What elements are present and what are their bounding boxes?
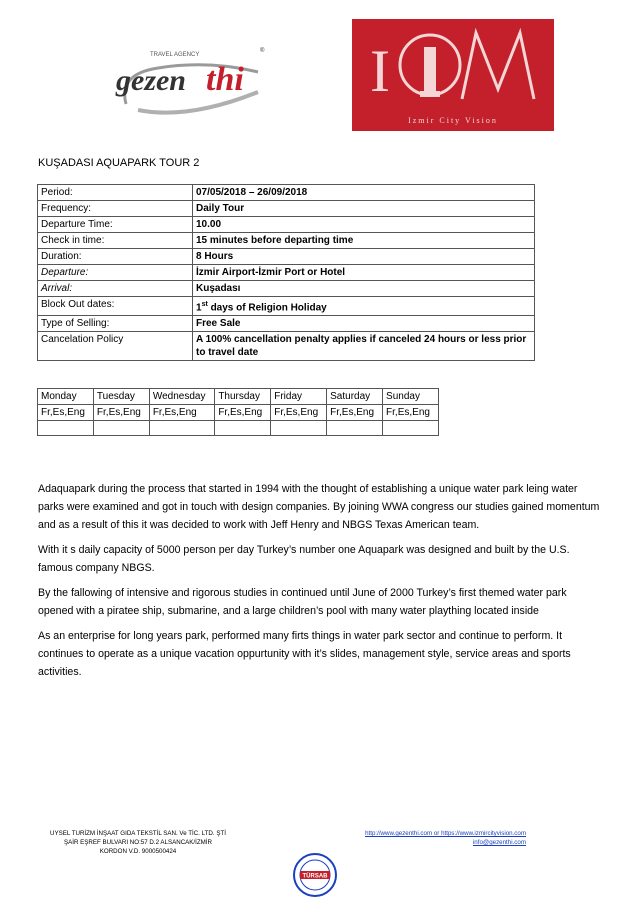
badge-label: TÜRSAB <box>302 873 328 880</box>
empty-cell <box>93 421 149 436</box>
table-row <box>38 201 535 217</box>
company-tax: KORDON V.D. 9000500424 <box>99 848 177 855</box>
table-row <box>38 389 439 405</box>
svg-text:TRAVEL AGENCY: TRAVEL AGENCY <box>150 52 200 58</box>
row-label: Check in time: <box>38 233 193 249</box>
table-row <box>38 332 535 361</box>
row-label: Arrival: <box>38 281 193 297</box>
izmir-city-vision-logo <box>352 19 554 131</box>
paragraph-history: Adaquapark during the process that started in 1994 with the thought of establishing a unique water park leing water parks were examined and got in touch with design companies. By joining WWA congress our studies gained momentum and as a result of this it was decided to work with Jeff Henry and NBGS Texas American team. <box>38 483 600 531</box>
partner-name: Izmir City Vision <box>408 116 498 125</box>
company-name: UYSEL TURİZM İNŞAAT GIDA TEKSTİL SAN. Ve TİC. LTD. ŞTİ <box>50 830 226 837</box>
table-row <box>38 249 535 265</box>
empty-cell <box>383 421 439 436</box>
empty-cell <box>271 421 327 436</box>
row-label: Block Out dates: <box>38 297 193 316</box>
email-link[interactable]: info@gezenthi.com <box>472 839 526 846</box>
day-header: Saturday <box>327 389 383 405</box>
empty-cell <box>327 421 383 436</box>
row-label: Type of Selling: <box>38 316 193 332</box>
table-row <box>38 265 535 281</box>
footer-contact <box>300 829 526 847</box>
language-cell: Fr,Es,Eng <box>215 405 271 421</box>
day-header: Monday <box>38 389 94 405</box>
row-value: 07/05/2018 – 26/09/2018 <box>193 185 535 201</box>
paragraph-operations: As an enterprise for long years park, performed many firts things in water park sector and continue to perform. It continues to operate as a unique vacation oppurtunity with it’s slides, management style, service areas and sports activities. <box>38 630 571 678</box>
row-label: Period: <box>38 185 193 201</box>
page-title: KUŞADASI AQUAPARK TOUR 2 <box>38 157 200 169</box>
table-row <box>38 297 535 316</box>
table-row <box>38 217 535 233</box>
paragraph-opening: By the fallowing of intensive and rigorous studies in continued until June of 2000 Turkey’s first themed water park opened with a piratee ship, submarine, and a large children’s pool with many water plaything located inside <box>38 587 567 617</box>
empty-cell <box>215 421 271 436</box>
svg-text:gezen: gezen <box>116 64 186 97</box>
day-header: Sunday <box>383 389 439 405</box>
table-row <box>38 185 535 201</box>
paragraph-capacity: With it s daily capacity of 5000 person per day Turkey’s number one Aquapark was designed and built by the U.S. famous company NBGS. <box>38 544 570 574</box>
table-row <box>38 281 535 297</box>
row-label: Departure Time: <box>38 217 193 233</box>
svg-text:I: I <box>370 38 390 104</box>
tursab-badge-icon <box>292 852 338 898</box>
row-label: Frequency: <box>38 201 193 217</box>
row-value: Kuşadası <box>193 281 535 297</box>
svg-text:®: ® <box>260 48 265 54</box>
row-value: Free Sale <box>193 316 535 332</box>
schedule-table <box>37 388 439 436</box>
language-cell: Fr,Es,Eng <box>149 405 215 421</box>
language-cell: Fr,Es,Eng <box>383 405 439 421</box>
table-row <box>38 316 535 332</box>
row-value: 1st days of Religion Holiday <box>193 297 535 316</box>
footer-company <box>38 829 238 856</box>
row-value: A 100% cancellation penalty applies if canceled 24 hours or less prior to travel date <box>193 332 535 361</box>
language-cell: Fr,Es,Eng <box>271 405 327 421</box>
day-header: Wednesday <box>149 389 215 405</box>
row-value: İzmir Airport-İzmir Port or Hotel <box>193 265 535 281</box>
row-label: Cancelation Policy <box>38 332 193 361</box>
language-cell: Fr,Es,Eng <box>327 405 383 421</box>
row-value: 8 Hours <box>193 249 535 265</box>
empty-cell <box>38 421 94 436</box>
row-label: Departure: <box>38 265 193 281</box>
svg-text:thi: thi <box>206 61 244 98</box>
day-header: Friday <box>271 389 327 405</box>
website-link[interactable]: http://www.gezenthi.com or https://www.izmircityvision.com <box>365 830 526 837</box>
table-row <box>38 421 439 436</box>
tour-info-table <box>37 184 535 361</box>
gezenthi-logo <box>108 34 278 120</box>
empty-cell <box>149 421 215 436</box>
day-header: Tuesday <box>93 389 149 405</box>
clock-tower-icon <box>352 19 554 131</box>
row-label: Duration: <box>38 249 193 265</box>
row-value: 15 minutes before departing time <box>193 233 535 249</box>
row-value: 10.00 <box>193 217 535 233</box>
language-cell: Fr,Es,Eng <box>38 405 94 421</box>
table-row <box>38 233 535 249</box>
language-cell: Fr,Es,Eng <box>93 405 149 421</box>
day-header: Thursday <box>215 389 271 405</box>
table-row <box>38 405 439 421</box>
row-value: Daily Tour <box>193 201 535 217</box>
company-address: ŞAİR EŞREF BULVARI NO:57 D.2 ALSANCAK/İZMİR <box>64 839 212 846</box>
